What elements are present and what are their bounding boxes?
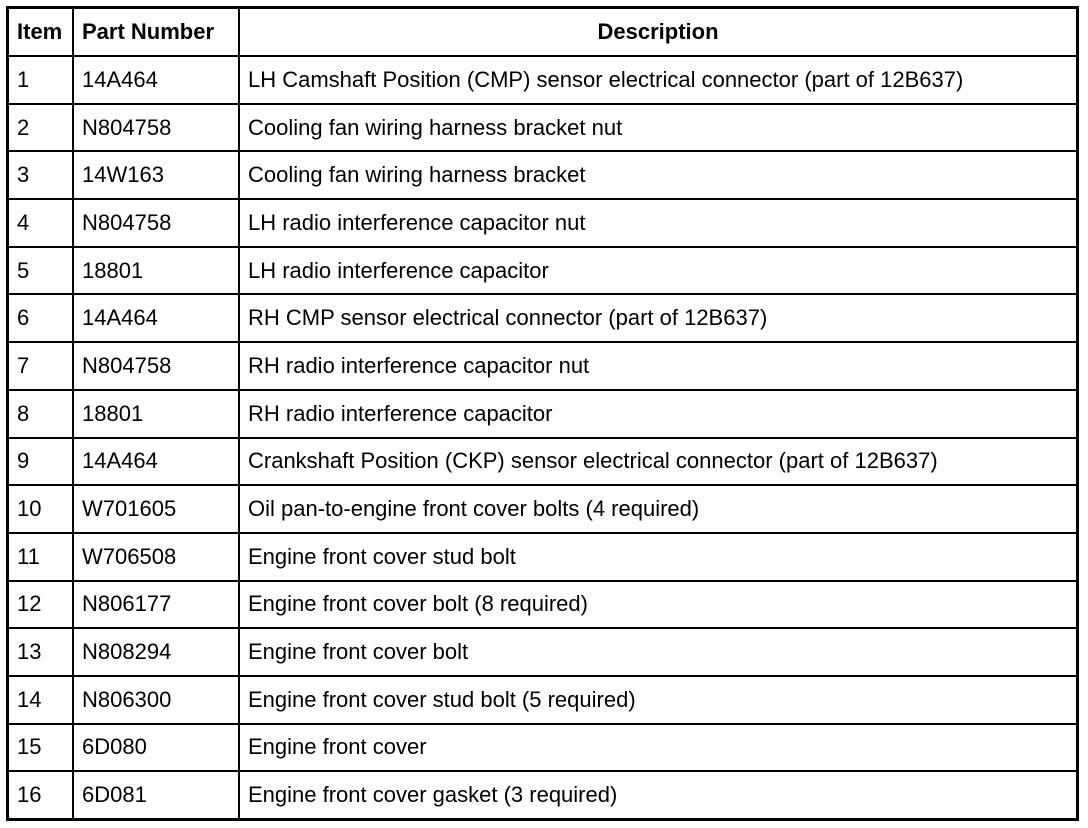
table-row — [9, 485, 1076, 533]
parts-table — [9, 9, 1076, 818]
cell-description: Engine front cover stud bolt (5 required) — [239, 676, 1076, 724]
cell-description: Engine front cover gasket (3 required) — [239, 771, 1076, 818]
table-row — [9, 628, 1076, 676]
cell-part-number: 14A464 — [73, 56, 239, 104]
cell-description: RH radio interference capacitor nut — [239, 342, 1076, 390]
cell-part-number: N804758 — [73, 104, 239, 152]
cell-item: 10 — [9, 485, 73, 533]
cell-description: RH CMP sensor electrical connector (part of 12B637) — [239, 294, 1076, 342]
cell-item: 11 — [9, 533, 73, 581]
cell-item: 15 — [9, 724, 73, 772]
cell-description: RH radio interference capacitor — [239, 390, 1076, 438]
cell-description: Oil pan-to-engine front cover bolts (4 required) — [239, 485, 1076, 533]
cell-part-number: 18801 — [73, 247, 239, 295]
table-row — [9, 581, 1076, 629]
cell-item: 16 — [9, 771, 73, 818]
cell-item: 12 — [9, 581, 73, 629]
cell-part-number: W701605 — [73, 485, 239, 533]
cell-item: 6 — [9, 294, 73, 342]
table-row — [9, 771, 1076, 818]
cell-description: LH radio interference capacitor nut — [239, 199, 1076, 247]
cell-item: 1 — [9, 56, 73, 104]
cell-item: 3 — [9, 151, 73, 199]
cell-item: 9 — [9, 438, 73, 486]
header-description: Description — [239, 9, 1076, 56]
table-row — [9, 676, 1076, 724]
cell-item: 4 — [9, 199, 73, 247]
cell-description: Engine front cover bolt — [239, 628, 1076, 676]
table-row — [9, 151, 1076, 199]
cell-description: LH radio interference capacitor — [239, 247, 1076, 295]
header-item: Item — [9, 9, 73, 56]
cell-description: Engine front cover — [239, 724, 1076, 772]
cell-item: 7 — [9, 342, 73, 390]
cell-part-number: 6D080 — [73, 724, 239, 772]
cell-part-number: N806300 — [73, 676, 239, 724]
cell-item: 8 — [9, 390, 73, 438]
cell-part-number: 6D081 — [73, 771, 239, 818]
table-row — [9, 342, 1076, 390]
cell-description: Engine front cover bolt (8 required) — [239, 581, 1076, 629]
cell-item: 2 — [9, 104, 73, 152]
cell-part-number: N808294 — [73, 628, 239, 676]
table-header-row — [9, 9, 1076, 56]
cell-part-number: N804758 — [73, 342, 239, 390]
parts-table-frame — [6, 6, 1079, 821]
table-row — [9, 56, 1076, 104]
cell-description: Engine front cover stud bolt — [239, 533, 1076, 581]
table-row — [9, 294, 1076, 342]
table-row — [9, 438, 1076, 486]
cell-part-number: N804758 — [73, 199, 239, 247]
table-row — [9, 533, 1076, 581]
cell-description: Cooling fan wiring harness bracket nut — [239, 104, 1076, 152]
cell-description: LH Camshaft Position (CMP) sensor electrical connector (part of 12B637) — [239, 56, 1076, 104]
cell-part-number: 14W163 — [73, 151, 239, 199]
cell-part-number: 18801 — [73, 390, 239, 438]
table-row — [9, 724, 1076, 772]
cell-part-number: 14A464 — [73, 438, 239, 486]
cell-item: 13 — [9, 628, 73, 676]
cell-part-number: W706508 — [73, 533, 239, 581]
cell-description: Crankshaft Position (CKP) sensor electrical connector (part of 12B637) — [239, 438, 1076, 486]
cell-part-number: N806177 — [73, 581, 239, 629]
table-row — [9, 247, 1076, 295]
table-row — [9, 199, 1076, 247]
cell-description: Cooling fan wiring harness bracket — [239, 151, 1076, 199]
cell-item: 14 — [9, 676, 73, 724]
cell-part-number: 14A464 — [73, 294, 239, 342]
cell-item: 5 — [9, 247, 73, 295]
table-row — [9, 104, 1076, 152]
table-row — [9, 390, 1076, 438]
header-part-number: Part Number — [73, 9, 239, 56]
